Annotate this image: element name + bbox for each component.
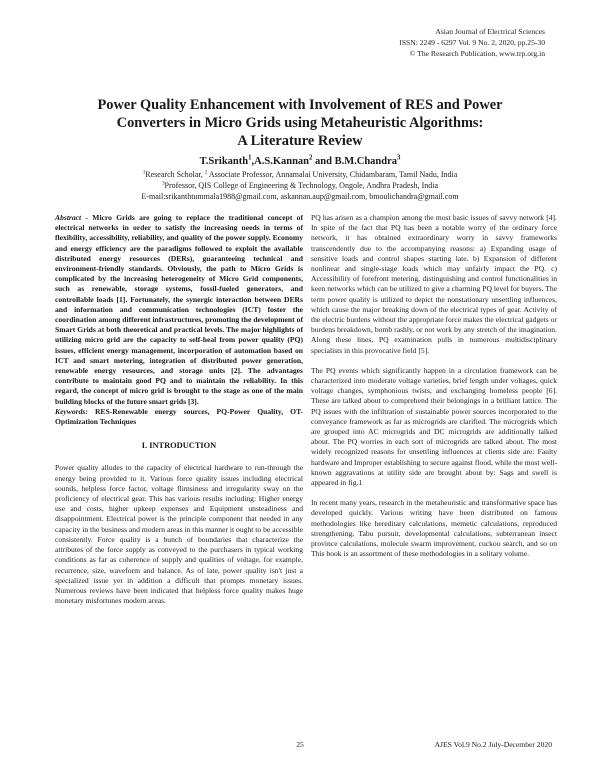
title-line-3: A Literature Review xyxy=(237,133,363,149)
keywords-label: Keywords: xyxy=(55,406,88,416)
right-column xyxy=(311,213,557,560)
page-number: 25 xyxy=(296,740,304,749)
author-list xyxy=(40,155,560,168)
affiliation-line-2 xyxy=(40,181,560,191)
left-column xyxy=(55,213,303,606)
affiliation-email xyxy=(40,192,560,202)
affiliation-2-text: Associate Professor, Annamalai University, Chidambaram, Tamil Nadu, India xyxy=(207,170,458,179)
author-3-sup: 3 xyxy=(397,154,401,162)
author-2-sup: 2 xyxy=(309,154,313,162)
footer-journal-issue: AJES Vol.9 No.2 July-December 2020 xyxy=(434,740,552,749)
affiliation-3-text: Professor, QIS College of Engineering & Technology, Ongole, Andhra Pradesh, India xyxy=(164,181,439,190)
journal-name: Asian Journal of Electrical Sciences xyxy=(435,27,545,36)
keywords-text: RES-Renewable energy sources, PQ-Power Quality, OT-Optimization Techniques xyxy=(55,406,303,427)
abstract-text: Micro Grids are going to replace the traditional concept of electrical networks in order to satisfy the increasing needs in terms of flexibility, accessibility, reliability, and quality of the power supply. Economy and energy efficiency are the paradigms followed to exploit the available distributed energy resources (DERs), guaranteeing technical and environment-friendly standards. Obviously, the path to Micro Grids is complicated by the increasing heterogeneity of Micro Grid components, such as renewable, storage systems, fossil-fueled generators, and controllable loads [1]. Fortunately, the synergic interaction between DERs and information and communication technologies (ICT) foster the coordination among different infrastructures, promoting the development of Smart Grids at both theoretical and practical levels. The major highlights of utilizing micro grid are the capacity to self-heal from power quality (PQ) issues, efficient energy management, incorporation of automation based on ICT and smart metering, integration of distributed power generation, renewable energy resources, and storage units [2]. The advantages contribute to maintain good PQ and to maintain the reliability. In this regard, the concept of micro grid is brought to the stage as one of the main building blocks of the future smart grids [3]. xyxy=(55,213,303,406)
affiliation-1-text: Research Scholar, xyxy=(145,170,205,179)
journal-publisher: © The Research Publication, www.trp.org.in xyxy=(409,49,545,58)
author-3: and B.M.Chandra xyxy=(312,156,398,167)
right-paragraph-3: In recent many years, research in the metaheuristic and transformative space has developed quickly. Various writing have been distributed on famous methodologies like hereditary calculations, memetic calculations, reproduced strengthening, Tabu pursuit, developmental calculations, subterranean insect province calculations, molecule swarm improvement, cuckoo search, and so on This book is an assortment of these methodologies in a solitary volume. xyxy=(311,498,557,559)
affiliation-2-sup: 2 xyxy=(204,169,208,176)
email-text: E-mail:srikanthtummala1988@gmail.com, askannan.aup@gmail.com, bmoulichandra@gmail.com xyxy=(141,192,459,201)
journal-issn: ISSN: 2249 - 6297 Vol. 9 No. 2, 2020, pp.25-30 xyxy=(399,38,545,47)
right-paragraph-2: The PQ events which significantly happen in a circulation framework can be characterized into moderate voltage varieties, brief length under voltages, quick voltage changes, symphonious twists, and exchanging homeless people [6]. These are talked about to comprehend their belongings in a brilliant lattice. The PQ issues with the infiltration of sustainable power sources incorporated to the conveyance framework as far as microgrids are clarified. The microgrids which are grouped into AC microgrids and DC microgrids are additionally talked about. The PQ worries in each sort of microgrids are talked about. The most widely recognized reasons for unsettling influences at clients side are: Faulty hardware and Improper establishing to secure against flood, while the most well-known aggravations at utility side are brought about by: Sags and swell is appeared in fig.1 xyxy=(311,365,557,488)
abstract xyxy=(55,213,303,407)
keywords xyxy=(55,407,303,427)
journal-header xyxy=(245,26,545,59)
right-paragraph-1: PQ has arisen as a champion among the most basic issues of savvy network [4]. In spite of the fact that PQ has been a notable worry of the ordinary force network, it has obtained extraordinary worry in savvy frameworks transcendently due to the accompanying reasons: a) Expanding usage of sensitive loads and control shapes starting late. b) Expansion of different nonlinear and single-stage loads which may unfairly impact the PQ. c) Accessibility of forefront metering, distinguishing and control functionalities in keen networks which can be utilized to give a charming PQ level for buyers. The term power quality is utilized to depict the nonstationary unsettling influences, which cause the major breaking down of the electrical types of gear. Activity of the electric burdens without the appropriate force makes the electrical gadgets or burdens breakdown, bomb rashly, or not work by any stretch of the imagination. Along these lines, PQ examination pulls in numerous multidisciplinary specialists in this provocative field [5]. xyxy=(311,213,557,355)
intro-paragraph-1: Power quality alludes to the capacity of electrical hardware to run-through the energy being provided to it. Various force quality issues including electrical sounds, helpless force factor, voltage flimsiness and irregularity sway on the proficiency of electrical gear. This has various results including: Higher energy use and costs, higher upkeep expenses and Equipment unsteadiness and disappointment. Electrical power is the principle component that needed in any capacity in the business and modern areas in this manner it ought to be accessible consistently. Force quality is a bunch of boundaries that characterize the attributes of the force supply as conveyed to the purchasers in typical working conditions as far as coherence of supply and qualities of voltage, for example, recurrence, size, waveform and balance. As of late, power quality isn't just a specialized issue yet in addition a difficult that prompts monetary issues. Numerous reviews have been indicated that helpless force quality makes huge monetary misfortunes modern areas. xyxy=(55,463,303,606)
section-heading-introduction: I. INTRODUCTION xyxy=(141,441,217,451)
affiliation-1-sup: 1 xyxy=(142,169,146,176)
author-2: ,A.S.Kannan xyxy=(251,156,309,167)
author-1-sup: 1 xyxy=(248,154,252,162)
author-1: T.Srikanth xyxy=(199,156,249,167)
affiliation-line-1 xyxy=(40,170,560,180)
title-line-1: Power Quality Enhancement with Involvement of RES and Power xyxy=(97,97,503,113)
title-line-2: Converters in Micro Grids using Metaheuristic Algorithms: xyxy=(116,115,484,131)
affiliation-3-sup: 3 xyxy=(161,180,165,187)
abstract-label: Abstract - xyxy=(55,213,88,222)
paper-title xyxy=(40,96,560,150)
